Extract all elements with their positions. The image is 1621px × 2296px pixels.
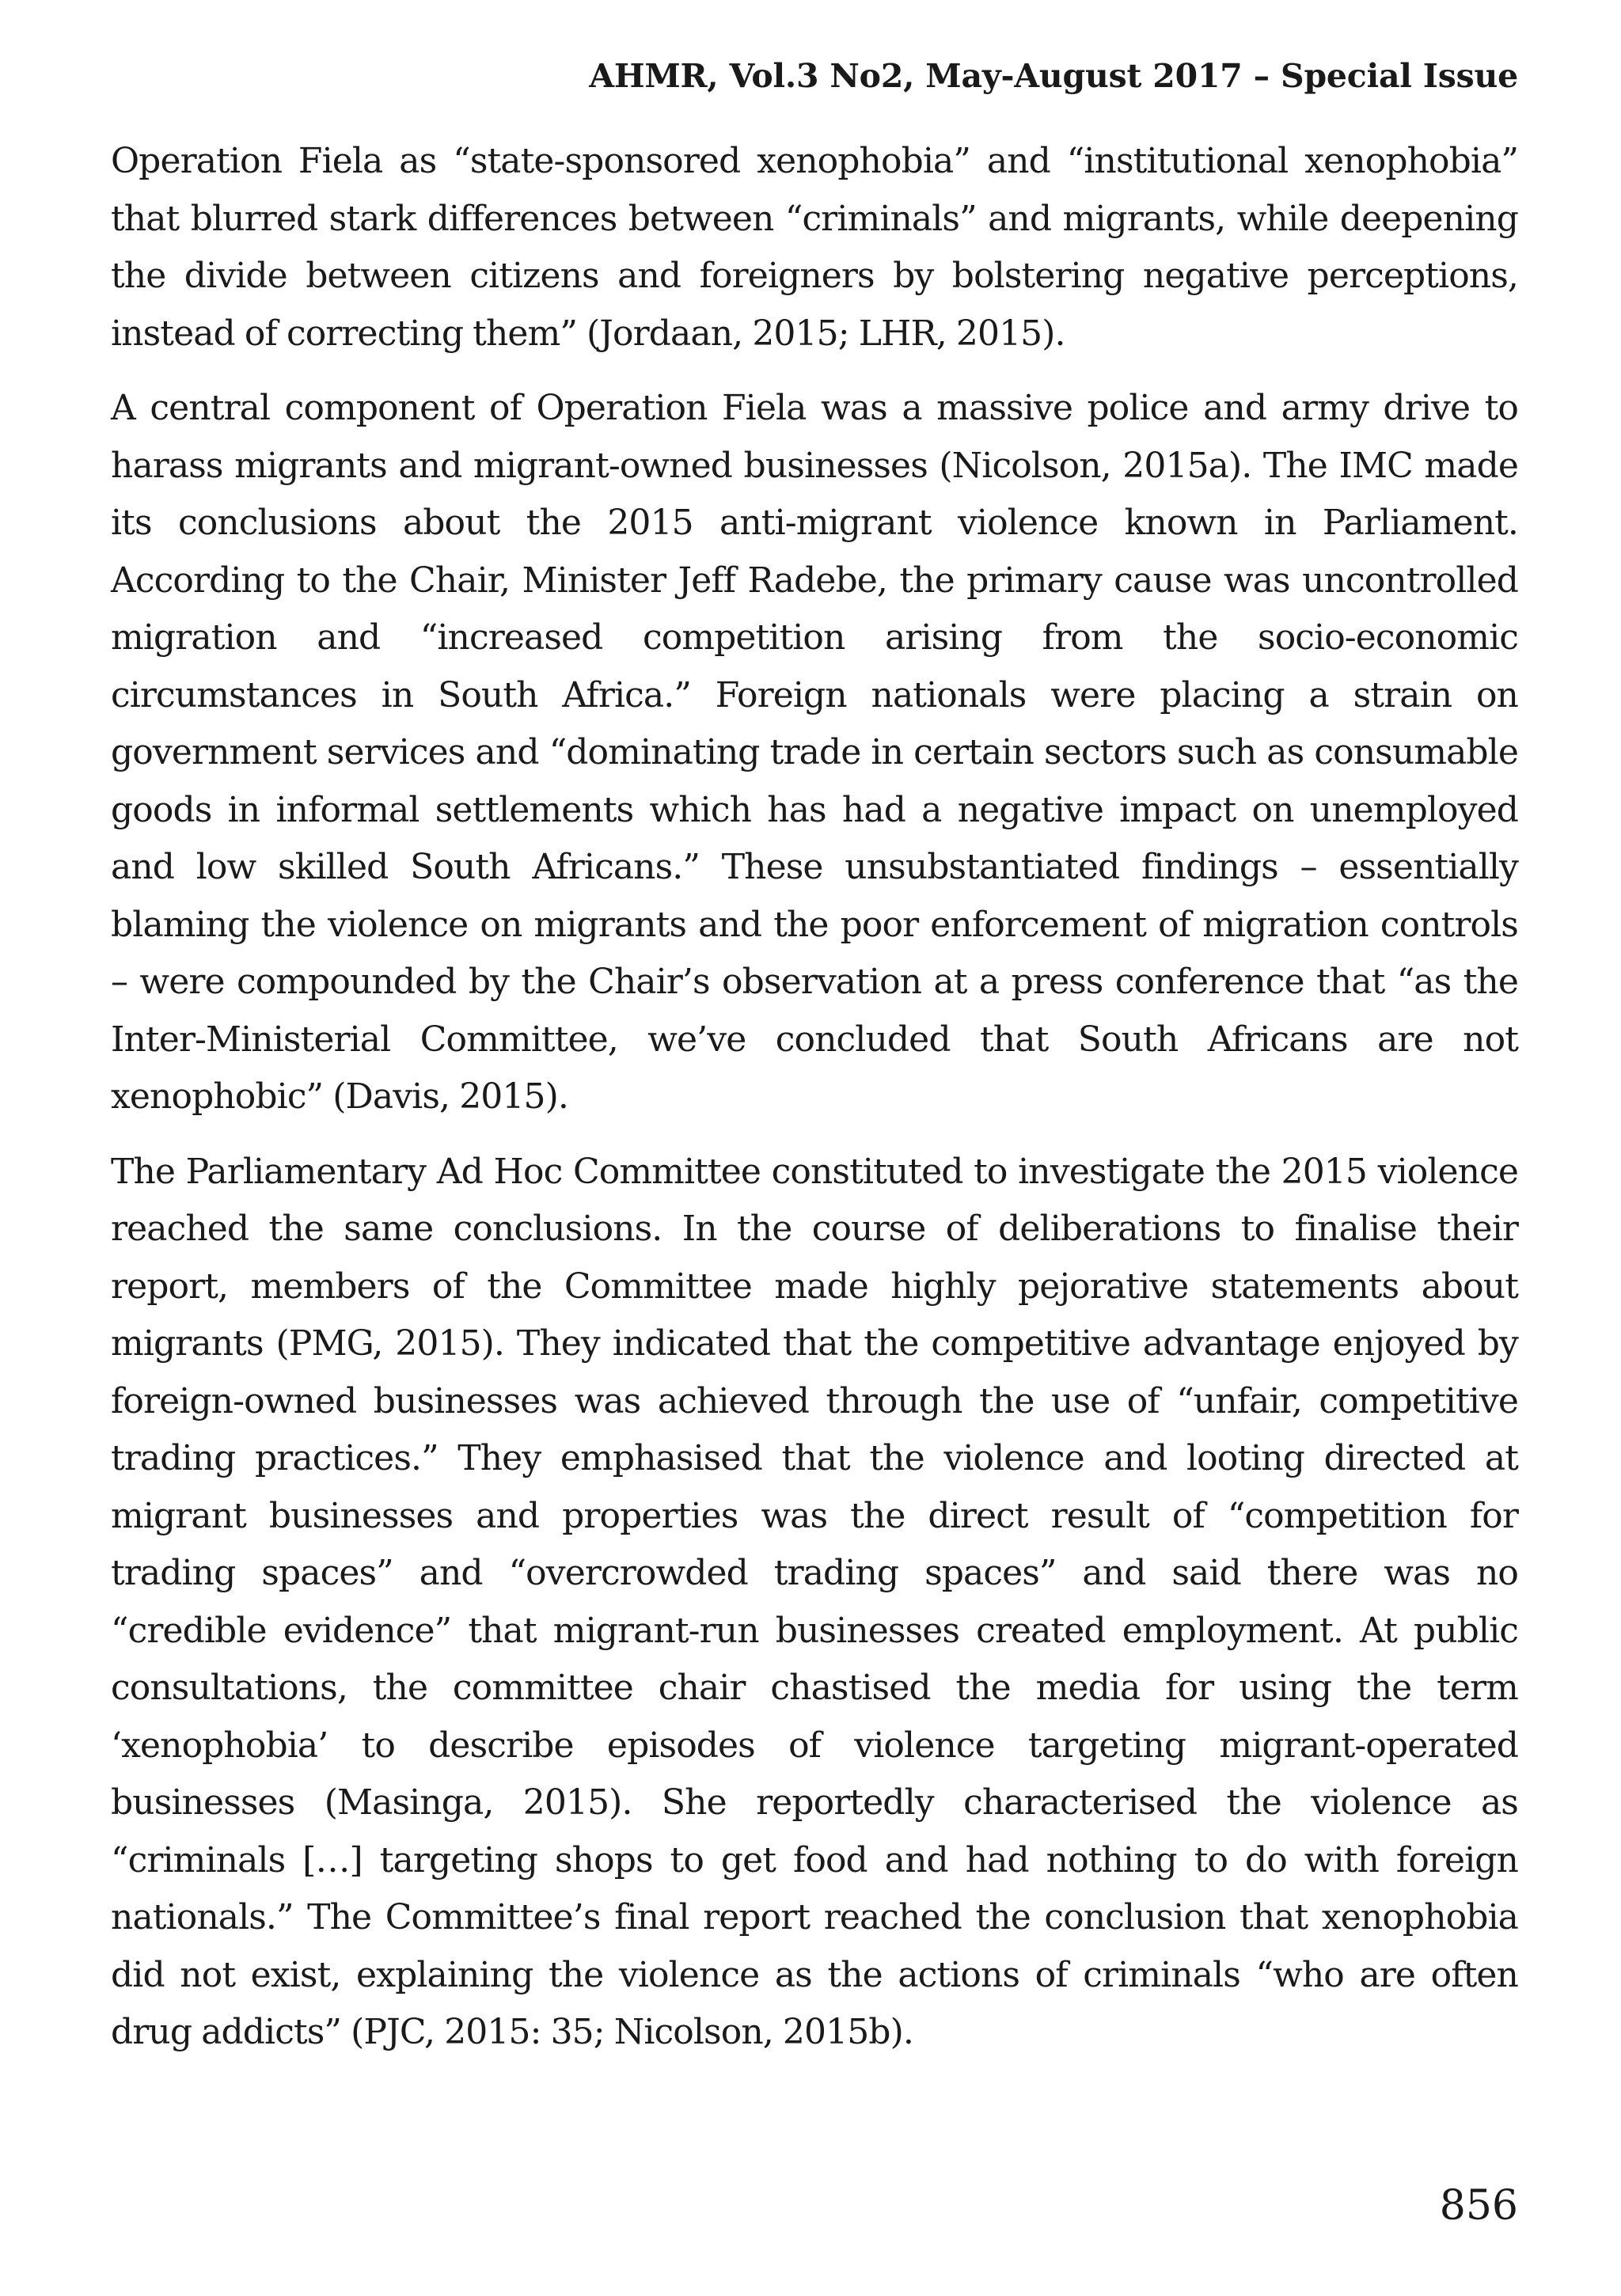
paragraph-operation-fiela: Operation Fiela as “state-sponsored xenophobia” and “institutional xenophobia” that blurred stark differences between “criminals” and migrants, while deepening the divide between citizens and foreigners by bolstering negative perceptions, instead of correcting them” (Jordaan, 2015; LHR, 2015). bbox=[111, 141, 1518, 354]
paragraph-ad-hoc-committee: The Parliamentary Ad Hoc Committee constituted to investigate the 2015 violence reached the same conclusions. In the course of deliberations to finalise their report, members of the Committee made highly pejorative statements about migrants (PMG, 2015). They indicated that the competitive advantage enjoyed by foreign-owned businesses was achieved through the use of “unfair, competitive trading practices.” They emphasised that the violence and looting directed at migrant businesses and properties was the direct result of “competition for trading spaces” and “overcrowded trading spaces” and said there was no “credible evidence” that migrant-run businesses created employment. At public consultations, the committee chair chastised the media for using the term ‘xenophobia’ to describe episodes of violence targeting migrant-operated businesses (Masinga, 2015). She reportedly characterised the violence as “criminals […] targeting shops to get food and had nothing to do with foreign nationals.” The Committee’s final report reached the conclusion that xenophobia did not exist, explaining the violence as the actions of criminals “who are often drug addicts” (PJC, 2015: 35; Nicolson, 2015b). bbox=[111, 1151, 1518, 2052]
running-header: AHMR, Vol.3 No2, May-August 2017 – Special Issue bbox=[589, 57, 1518, 95]
paragraph-imc-conclusions: A central component of Operation Fiela was a massive police and army drive to harass migrants and migrant-owned businesses (Nicolson, 2015a). The IMC made its conclusions about the 2015 anti-migrant violence known in Parliament. According to the Chair, Minister Jeff Radebe, the primary cause was uncontrolled migration and “increased competition arising from the socio-economic circumstances in South Africa.” Foreign nationals were placing a strain on government services and “dominating trade in certain sectors such as consumable goods in informal settlements which has had a negative impact on unemployed and low skilled South Africans.” These unsubstantiated findings – essentially blaming the violence on migrants and the poor enforcement of migration controls – were compounded by the Chair’s observation at a press conference that “as the Inter-Ministerial Committee, we’ve concluded that South Africans are not xenophobic” (Davis, 2015). bbox=[111, 388, 1518, 1117]
article-body bbox=[111, 133, 1518, 2079]
page-number: 856 bbox=[1439, 2182, 1518, 2230]
